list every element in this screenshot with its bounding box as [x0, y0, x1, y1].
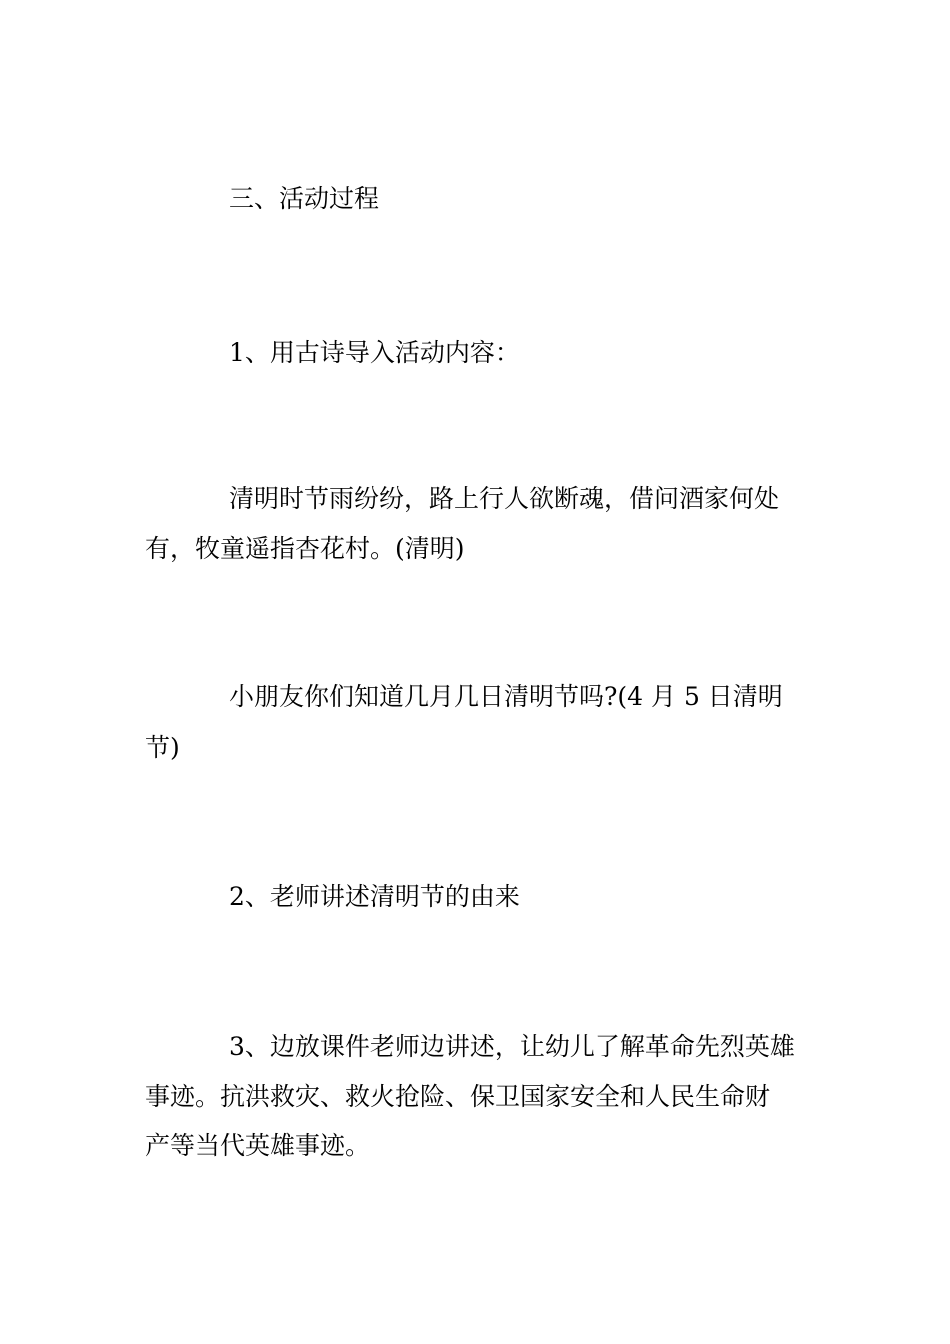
- question-line-2: 节): [145, 733, 180, 762]
- poem-line-2: 有，牧童遥指杏花村。(清明): [145, 534, 465, 563]
- poem-line-1: 清明时节雨纷纷，路上行人欲断魂，借问酒家何处: [229, 484, 780, 513]
- item3-line-2: 事迹。抗洪救灾、救火抢险、保卫国家安全和人民生命财: [145, 1082, 771, 1111]
- item1-heading: 1、用古诗导入活动内容：: [229, 338, 520, 367]
- item2-heading: 2、老师讲述清明节的由来: [229, 882, 520, 911]
- section-heading: 三、活动过程: [229, 184, 380, 213]
- item3-line-3: 产等当代英雄事迹。: [145, 1131, 371, 1160]
- item3-line-1: 3、边放课件老师边讲述，让幼儿了解革命先烈英雄: [229, 1032, 795, 1061]
- question-line-1: 小朋友你们知道几月几日清明节吗?(4 月 5 日清明: [229, 682, 783, 711]
